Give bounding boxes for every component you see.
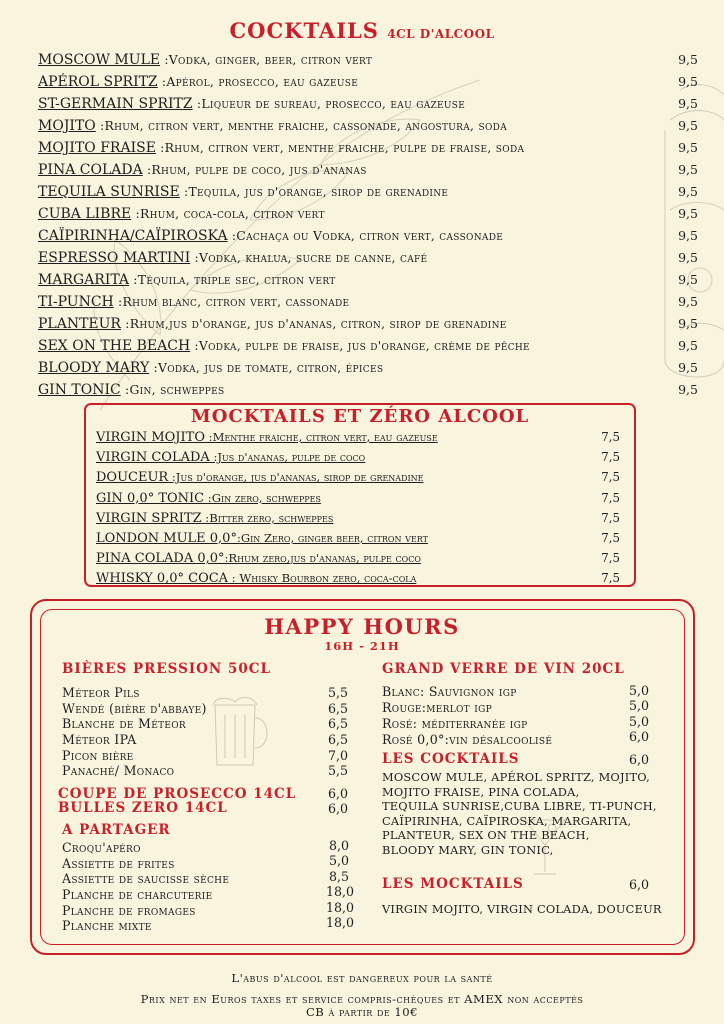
beer-price: 5,5 [328, 763, 349, 778]
share-price: 18,0 [326, 900, 355, 915]
mocktails-box [84, 403, 636, 587]
share-name: Croqu'apéro [62, 840, 141, 855]
item-price: 7,5 [601, 470, 620, 485]
share-price: 8,5 [329, 869, 350, 884]
beer-name: Panaché/ Monaco [62, 763, 175, 778]
item-desc: :Apérol, prosecco, eau gazeuse [157, 74, 359, 89]
item-desc: :Gin, schweppes [120, 382, 225, 397]
list-item [38, 115, 698, 137]
item-desc: :Rhum, citron vert, menthe fraiche, cassonade, angostura, soda [95, 118, 507, 133]
item-name: TEQUILA SUNRISE [38, 184, 180, 200]
item-price: 9,5 [678, 250, 698, 265]
list-item [96, 447, 626, 467]
share-price: 18,0 [326, 884, 355, 899]
item-price: 7,5 [601, 490, 620, 505]
beer-price: 6,5 [328, 732, 349, 747]
item-name: VIRGIN MOJITO [96, 430, 205, 445]
item-price: 9,5 [678, 338, 698, 353]
item-desc: :Rhum, pulpe de coco, jus d'ananas [142, 162, 367, 177]
prosecco-heading: COUPE DE PROSECCO 14CL [58, 786, 297, 802]
item-desc: :Bitter zero, schweppes [201, 510, 334, 525]
desc-line: CAÏPIRINHA, CAÏPIROSKA, MARGARITA, [382, 813, 632, 828]
item-name: PINA COLADA 0,0° [96, 551, 225, 567]
item-name: ESPRESSO MARTINI [38, 250, 191, 266]
item-desc: :Tequila, jus d'orange, sirop de grenadine [179, 184, 449, 199]
vin-heading: GRAND VERRE DE VIN 20CL [382, 661, 625, 677]
item-name: PLANTEUR [38, 316, 121, 332]
cocktails-title [0, 18, 724, 43]
item-desc: :Gin Zero, ginger beer, citron vert [236, 530, 428, 545]
item-desc: :Vodka, ginger, beer, citron vert [160, 52, 373, 67]
item-price: 9,5 [678, 96, 698, 111]
beer-price: 7,0 [328, 748, 349, 763]
wine-name: Blanc: Sauvignon igp [382, 684, 517, 699]
item-price: 9,5 [678, 294, 698, 309]
item-desc: : Whisky Bourbon zero, coca-cola [228, 571, 417, 586]
desc-line: PLANTEUR, SEX ON THE BEACH, [382, 828, 590, 843]
list-item [38, 247, 698, 269]
item-price: 9,5 [678, 316, 698, 331]
item-desc: :Vodka, jus de tomate, citron, épices [149, 360, 384, 375]
wine-price: 5,0 [629, 714, 650, 729]
item-name: CAÏPIRINHA/CAÏPIROSKA [38, 228, 228, 244]
bulles-price: 6,0 [328, 801, 349, 816]
item-price: 9,5 [678, 184, 698, 199]
list-item [38, 313, 698, 335]
bulles-heading: BULLES ZERO 14CL [58, 800, 228, 816]
item-price: 9,5 [678, 74, 698, 89]
list-item [38, 357, 698, 379]
beer-price: 6,5 [328, 701, 349, 716]
share-price: 8,0 [329, 838, 350, 853]
alcohol-warning: L'abus d'alcool est dangereux pour la santé [231, 971, 493, 985]
item-name: LONDON MULE 0,0° [96, 530, 237, 546]
item-price: 9,5 [678, 360, 698, 375]
cocktails-subtitle: 4CL D'ALCOOL [387, 27, 495, 41]
item-desc: :Rhum, coca-cola, citron vert [131, 206, 325, 221]
wine-price: 5,0 [629, 698, 650, 713]
item-name: APÉROL SPRITZ [38, 74, 158, 90]
wine-price: 5,0 [629, 683, 650, 698]
item-desc: :Menthe fraiche, citron vert, eau gazeuse [204, 430, 438, 444]
item-desc: :Vodka, khalua, sucre de canne, café [190, 250, 428, 265]
list-item [38, 137, 698, 159]
share-name: Assiette de frites [62, 856, 175, 871]
share-name: Planche mixte [62, 918, 152, 933]
item-desc: :Téquila, triple sec, citron vert [129, 272, 336, 287]
item-price: 7,5 [601, 571, 620, 586]
share-name: Assiette de saucisse sèche [62, 871, 230, 886]
item-name: SEX ON THE BEACH [38, 338, 191, 354]
beer-name: Blanche de Méteor [62, 716, 186, 731]
item-name: TI-PUNCH [38, 294, 114, 310]
item-name: PINA COLADA [38, 162, 143, 178]
item-desc: :Jus d'orange, jus d'ananas, sirop de grenadine [168, 470, 424, 485]
item-price: 9,5 [678, 382, 698, 397]
item-price: 7,5 [601, 510, 620, 525]
item-price: 7,5 [601, 551, 620, 566]
les-mocktails-heading: LES MOCKTAILS [382, 876, 524, 892]
cb-notice: CB à partir de 10€ [305, 1005, 419, 1019]
item-desc: :Liqueur de sureau, prosecco, eau gazeuse [192, 96, 466, 111]
item-name: WHISKY 0,0° COCA [96, 571, 229, 587]
item-name: GIN TONIC [38, 382, 121, 398]
item-name: MOJITO [38, 118, 96, 134]
item-price: 9,5 [678, 272, 698, 287]
item-name: GIN 0,0° TONIC [96, 490, 205, 506]
price-notice: Prix net en Euros taxes et service compris-chèques et AMEX non acceptés [140, 992, 584, 1006]
item-price: 9,5 [678, 162, 698, 177]
item-desc: :Gin zero, schweppes [204, 490, 321, 505]
share-name: Planche de charcuterie [62, 887, 213, 902]
bieres-heading: BIÈRES PRESSION 50CL [62, 661, 271, 677]
desc-line: MOSCOW MULE, APÉROL SPRITZ, MOJITO, [382, 770, 650, 784]
item-name: MOJITO FRAISE [38, 140, 156, 156]
item-price: 9,5 [678, 118, 698, 133]
item-desc: :Cachaça ou Vodka, citron vert, cassonade [227, 228, 504, 243]
beer-name: Picon bière [62, 748, 134, 763]
list-item [38, 71, 698, 93]
beer-name: Méteor IPA [62, 732, 137, 747]
list-item [96, 548, 626, 568]
item-desc: :Rhum blanc, citron vert, cassonade [113, 294, 350, 309]
list-item [96, 427, 626, 447]
item-name: CUBA LIBRE [38, 206, 132, 222]
list-item [96, 488, 626, 508]
partager-heading: A PARTAGER [62, 822, 171, 838]
item-name: VIRGIN SPRITZ [96, 510, 202, 526]
list-item [38, 159, 698, 181]
list-item [38, 49, 698, 71]
share-name: Planche de fromages [62, 903, 196, 918]
les-mocktails-desc: VIRGIN MOJITO, VIRGIN COLADA, DOUCEUR [382, 902, 662, 916]
item-name: DOUCEUR [96, 470, 169, 486]
item-desc: :Jus d'ananas, pulpe de coco [209, 450, 366, 465]
item-desc: :Rhum zero,jus d'ananas, pulpe coco [224, 551, 421, 566]
beer-name: Wendé (bière d'abbaye) [62, 701, 207, 716]
beer-price: 6,5 [328, 716, 349, 731]
happy-hours-title: HAPPY HOURS [264, 614, 460, 639]
desc-line: BLOODY MARY, GIN TONIC, [382, 842, 554, 857]
list-item [96, 568, 626, 588]
list-item [38, 225, 698, 247]
desc-line: TEQUILA SUNRISE,CUBA LIBRE, TI-PUNCH, [382, 799, 657, 814]
list-item [96, 508, 626, 528]
item-desc: :Vodka, pulpe de fraise, jus d'orange, crème de pêche [190, 338, 530, 353]
list-item [38, 203, 698, 225]
list-item [38, 379, 698, 401]
cocktails-title-text: COCKTAILS [229, 18, 379, 43]
wine-name: Rosé: méditerranée igp [382, 716, 528, 731]
list-item [96, 467, 626, 487]
list-item [38, 291, 698, 313]
item-price: 7,5 [601, 530, 620, 545]
beer-name: Méteor Pils [62, 685, 140, 700]
item-price: 7,5 [601, 430, 620, 444]
list-item [38, 269, 698, 291]
item-name: VIRGIN COLADA [96, 450, 210, 466]
item-name: BLOODY MARY [38, 360, 150, 376]
item-price: 7,5 [601, 450, 620, 465]
wine-name: Rouge:merlot igp [382, 700, 492, 715]
wine-name: Rosé 0,0°:vin désalcoolisé [382, 732, 553, 747]
les-cocktails-desc [382, 770, 657, 858]
list-item [38, 181, 698, 203]
item-price: 9,5 [678, 206, 698, 221]
mocktails-title: MOCKTAILS ET ZÉRO ALCOOL [190, 406, 530, 427]
item-price: 9,5 [678, 52, 698, 67]
share-price: 5,0 [329, 853, 350, 868]
item-desc: :Rhum,jus d'orange, jus d'ananas, citron, sirop de grenadine [120, 316, 507, 331]
les-cocktails-heading: LES COCKTAILS [382, 751, 520, 767]
list-item [96, 528, 626, 548]
item-name: ST-GERMAIN SPRITZ [38, 96, 193, 112]
list-item [38, 93, 698, 115]
happy-hours-time: 16H - 21H [324, 639, 400, 653]
item-price: 9,5 [678, 140, 698, 155]
wine-price: 6,0 [629, 729, 650, 744]
item-price: 9,5 [678, 228, 698, 243]
beer-price: 5,5 [328, 685, 349, 700]
desc-line: MOJITO FRAISE, PINA COLADA, [382, 784, 580, 799]
share-price: 18,0 [326, 915, 355, 930]
item-desc: :Rhum, citron vert, menthe fraiche, pulpe de fraise, soda [155, 140, 525, 155]
item-name: MARGARITA [38, 272, 130, 288]
item-name: MOSCOW MULE [38, 52, 161, 68]
list-item [38, 335, 698, 357]
mocktails-list [96, 427, 626, 589]
cocktail-list [38, 49, 698, 401]
les-cocktails-price: 6,0 [629, 752, 650, 767]
les-mocktails-price: 6,0 [629, 877, 650, 892]
prosecco-price: 6,0 [328, 786, 349, 801]
